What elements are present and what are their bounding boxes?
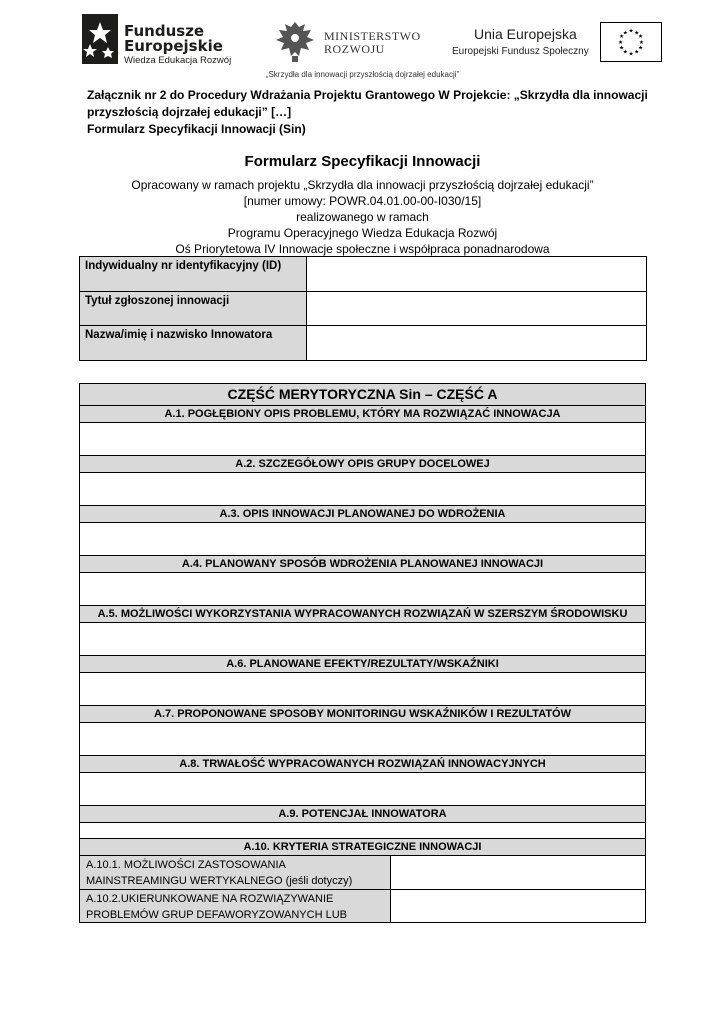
- innovator-value-field[interactable]: [307, 326, 646, 360]
- ministry-logo: [274, 18, 424, 64]
- svg-text:★: ★: [637, 45, 644, 52]
- subtitle-line2: [numer umowy: POWR.04.01.00-00-I030/15]: [243, 194, 482, 208]
- title-value-field[interactable]: [307, 292, 646, 325]
- criteria-row: [80, 856, 645, 890]
- svg-text:★: ★: [628, 51, 634, 58]
- eagle-emblem-icon: [274, 18, 316, 64]
- svg-text:★: ★: [618, 45, 625, 52]
- fe-logo-line2: Europejskie: [124, 37, 223, 55]
- fundusze-europejskie-logo: [82, 14, 247, 64]
- id-value-field[interactable]: [307, 257, 646, 291]
- fe-stars-icon: [82, 14, 118, 64]
- criteria-a10-1-line2: MAINSTREAMINGU WERTYKALNEGO (jeśli dotyczy): [86, 875, 353, 887]
- svg-text:★: ★: [634, 49, 640, 56]
- attachment-line1: Załącznik nr 2 do Procedury Wdrażania Projektu Grantowego W Projekcie: „Skrzydła dla innowacji: [87, 88, 648, 102]
- eu-logo-line2: Europejski Fundusz Społeczny: [452, 46, 589, 57]
- fe-logo-line3: Wiedza Edukacja Rozwój: [124, 55, 232, 66]
- section-a8-header: A.8. TRWAŁOŚĆ WYPRACOWANYCH ROZWIĄZAŃ INNOWACYJNYCH: [80, 756, 645, 773]
- svg-text:★: ★: [622, 30, 628, 37]
- subtitle-line1: Opracowany w ramach projektu „Skrzydła dla innowacji przyszłością dojrzałej edukacji”: [131, 178, 594, 192]
- fe-logo-line1: Fundusze: [124, 22, 205, 40]
- part-a-title: CZĘŚĆ MERYTORYCZNA Sin – CZĘŚĆ A: [80, 384, 645, 406]
- criteria-a10-1-input[interactable]: [391, 856, 645, 889]
- section-a10-header: A.10. KRYTERIA STRATEGICZNE INNOWACJI: [80, 839, 645, 856]
- section-a3-header: A.3. OPIS INNOWACJI PLANOWANEJ DO WDROŻENIA: [80, 506, 645, 523]
- section-a4-header: A.4. PLANOWANY SPOSÓB WDROŻENIA PLANOWANEJ INNOWACJI: [80, 556, 645, 573]
- ministry-line1: MINISTERSTWO: [324, 29, 421, 43]
- section-a7-input[interactable]: [80, 723, 645, 756]
- section-a4-input[interactable]: [80, 573, 645, 606]
- section-a9-input[interactable]: [80, 823, 645, 839]
- innovator-label: Nazwa/imię i nazwisko Innowatora: [80, 326, 307, 360]
- title-row: [80, 292, 646, 326]
- attachment-line2: przyszłością dojrzałej edukacji” […]: [87, 105, 292, 119]
- criteria-a10-2-label: [80, 890, 391, 922]
- svg-text:★: ★: [637, 34, 644, 41]
- section-a6-input[interactable]: [80, 673, 645, 706]
- criteria-a10-2-line1: A.10.2.UKIERUNKOWANE NA ROZWIĄZYWANIE: [86, 893, 334, 905]
- eu-logo-line1: Unia Europejska: [474, 26, 577, 42]
- section-a3-input[interactable]: [80, 523, 645, 556]
- section-a2-header: A.2. SZCZEGÓŁOWY OPIS GRUPY DOCELOWEJ: [80, 456, 645, 473]
- identification-table: [79, 256, 647, 361]
- part-a-table: [79, 383, 646, 923]
- subtitle-line5: Oś Priorytetowa IV Innowacje społeczne i współpraca ponadnarodowa: [175, 242, 550, 256]
- section-a9-header: A.9. POTENCJAŁ INNOWATORA: [80, 806, 645, 823]
- id-row: [80, 257, 646, 292]
- project-tagline: „Skrzydła dla innowacji przyszłością dojrzałej edukacji”: [265, 70, 460, 79]
- svg-text:★: ★: [618, 34, 625, 41]
- section-a5-header: A.5. MOŻLIWOŚCI WYKORZYSTANIA WYPRACOWANYCH ROZWIĄZAŃ W SZERSZYM ŚRODOWISKU: [80, 606, 645, 623]
- ministry-line2: ROZWOJU: [324, 42, 385, 56]
- section-a1-input[interactable]: [80, 423, 645, 456]
- section-a5-input[interactable]: [80, 623, 645, 656]
- svg-text:★: ★: [638, 39, 645, 46]
- section-a7-header: A.7. PROPONOWANE SPOSOBY MONITORINGU WSKAŹNIKÓW I REZULTATÓW: [80, 706, 645, 723]
- svg-text:★: ★: [628, 28, 634, 35]
- section-a1-header: A.1. POGŁĘBIONY OPIS PROBLEMU, KTÓRY MA ROZWIĄZAĆ INNOWACJA: [80, 406, 645, 423]
- eu-logo: [448, 22, 663, 64]
- attachment-line3: Formularz Specyfikacji Innowacji (Sin): [87, 122, 306, 136]
- attachment-heading: [87, 87, 657, 138]
- section-a6-header: A.6. PLANOWANE EFEKTY/REZULTATY/WSKAŹNIKI: [80, 656, 645, 673]
- id-label: Indywidualny nr identyfikacyjny (ID): [80, 257, 307, 291]
- title-label: Tytuł zgłoszonej innowacji: [80, 292, 307, 325]
- section-a2-input[interactable]: [80, 473, 645, 506]
- innovator-row: [80, 326, 646, 360]
- eu-flag-icon: [600, 22, 662, 62]
- section-a8-input[interactable]: [80, 773, 645, 806]
- document-title: Formularz Specyfikacji Innowacji: [244, 153, 481, 170]
- svg-text:★: ★: [617, 39, 624, 46]
- criteria-a10-2-line2: PROBLEMÓW GRUP DEFAWORYZOWANYCH LUB: [86, 909, 347, 921]
- criteria-a10-1-line1: A.10.1. MOŻLIWOŚCI ZASTOSOWANIA: [86, 859, 286, 871]
- svg-text:★: ★: [622, 49, 628, 56]
- criteria-row: [80, 890, 645, 922]
- criteria-a10-2-input[interactable]: [391, 890, 645, 922]
- svg-text:★: ★: [634, 30, 640, 37]
- criteria-a10-1-label: [80, 856, 391, 889]
- subtitle-line4: Programu Operacyjnego Wiedza Edukacja Rozwój: [227, 226, 498, 240]
- subtitle-line3: realizowanego w ramach: [296, 210, 429, 224]
